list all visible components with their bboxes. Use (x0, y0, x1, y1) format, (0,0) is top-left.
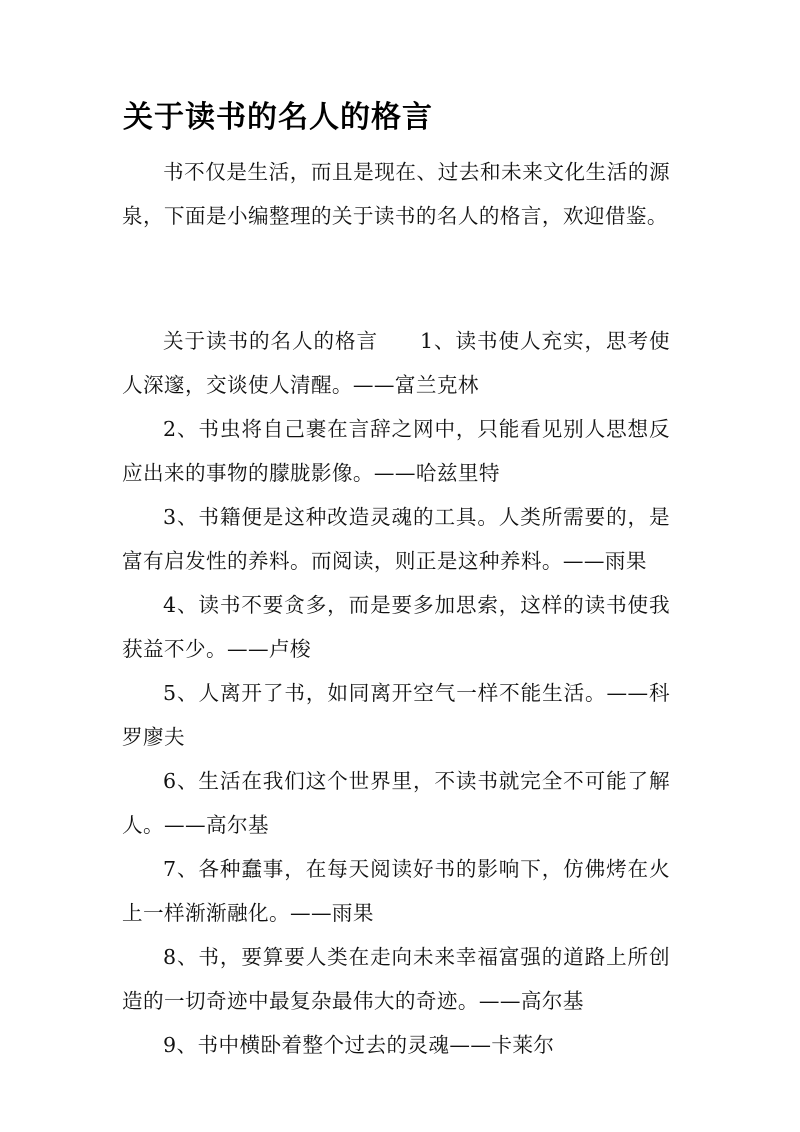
quote-item-3: 3、书籍便是这种改造灵魂的工具。人类所需要的，是富有启发性的养料。而阅读，则正是这种养料。——雨果 (122, 505, 670, 573)
quote-item-8: 8、书，要算要人类在走向未来幸福富强的道路上所创造的一切奇迹中最复杂最伟大的奇迹。——高尔基 (122, 945, 670, 1013)
page-title: 关于读书的名人的格言 (123, 100, 433, 135)
quote-item-9: 9、书中横卧着整个过去的灵魂——卡莱尔 (163, 1033, 555, 1057)
quote-item-4: 4、读书不要贪多，而是要多加思索，这样的读书使我获益不少。——卢梭 (122, 593, 670, 661)
intro-paragraph: 书不仅是生活，而且是现在、过去和未来文化生活的源泉，下面是小编整理的关于读书的名人的格言，欢迎借鉴。 (122, 160, 670, 228)
section-heading: 关于读书的名人的格言 (163, 329, 378, 353)
quote-text: 1、读书使人充实，思考使人深邃，交谈使人清醒。——富兰克林 (122, 329, 670, 397)
quote-item-1 (122, 319, 670, 407)
quote-item-6: 6、生活在我们这个世界里，不读书就完全不可能了解人。——高尔基 (122, 769, 670, 837)
quote-item-5: 5、人离开了书，如同离开空气一样不能生活。——科罗廖夫 (122, 681, 670, 749)
quote-item-2: 2、书虫将自己裹在言辞之网中，只能看见别人思想反应出来的事物的朦胧影像。——哈兹里特 (122, 417, 670, 485)
quote-item-7: 7、各种蠢事，在每天阅读好书的影响下，仿佛烤在火上一样渐渐融化。——雨果 (122, 857, 670, 925)
